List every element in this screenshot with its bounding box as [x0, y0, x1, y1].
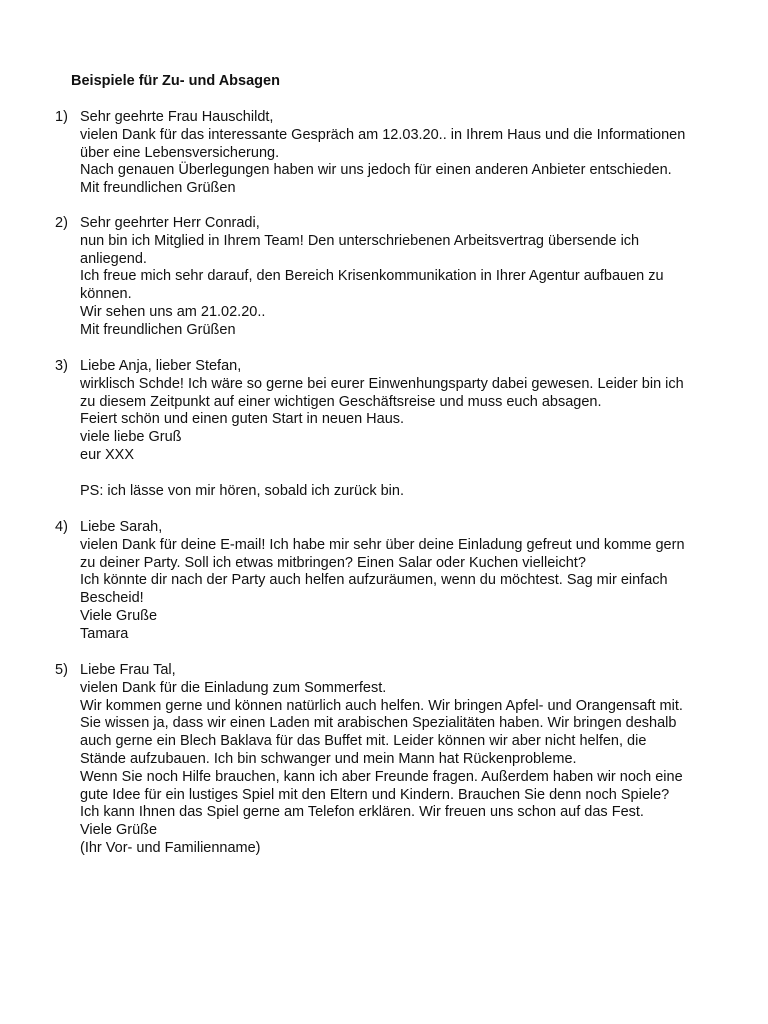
spacer [80, 465, 740, 483]
text-line: Nach genauen Überlegungen haben wir uns jedoch für einen anderen Anbieter entschieden. [80, 162, 672, 179]
text-line: eur XXX [80, 446, 134, 463]
text-line: vielen Dank für das interessante Gespräch am 12.03.20.. in Ihrem Haus und die Informationen [80, 126, 686, 143]
text-line: Tamara [80, 625, 129, 642]
text-line: Liebe Anja, lieber Stefan, [80, 358, 242, 374]
text-line: nun bin ich Mitglied in Ihrem Team! Den unterschriebenen Arbeitsvertrag übersende ich [80, 232, 640, 249]
text-line: zu deiner Party. Soll ich etwas mitbringen? Einen Salar oder Kuchen vielleicht? [80, 554, 586, 571]
text-line: Liebe Sarah, [80, 519, 163, 535]
text-line: wirklisch Schde! Ich wäre so gerne bei eurer Einwenhungsparty dabei gewesen. Leider bin ich [80, 375, 684, 392]
text-line: Wir sehen uns am 21.02.20.. [80, 303, 266, 320]
text-line: Sehr geehrte Frau Hauschildt, [80, 109, 274, 125]
text-line: Mit freundlichen Grüßen [80, 180, 236, 197]
text-line: Viele Gruße [80, 607, 158, 624]
text-line: Sehr geehrter Herr Conradi, [80, 215, 260, 231]
text-line: vielen Dank für deine E-mail! Ich habe mir sehr über deine Einladung gefreut und komme gern [80, 536, 685, 553]
item-text [80, 662, 740, 858]
text-line: Viele Grüße [80, 822, 158, 839]
text-line: (Ihr Vor- und Familienname) [80, 839, 261, 856]
text-line: können. [80, 286, 132, 303]
text-line: Ich kann Ihnen das Spiel gerne am Telefon erklären. Wir freuen uns schon auf das Fest. [80, 804, 644, 821]
text-line: Stände aufzubauen. Ich bin schwanger und mein Mann hat Rückenprobleme. [80, 750, 577, 767]
text-line: Wenn Sie noch Hilfe brauchen, kann ich aber Freunde fragen. Außerdem haben wir noch eine [80, 768, 683, 785]
text-line: zu diesem Zeitpunkt auf einer wichtigen Geschäftsreise und muss euch absagen. [80, 393, 602, 410]
text-line: Ich könnte dir nach der Party auch helfen aufzuräumen, wenn du möchtest. Sag mir einfach [80, 572, 668, 589]
postscript-line: PS: ich lässe von mir hören, sobald ich zurück bin. [80, 482, 404, 499]
item-number: 1) [55, 109, 68, 125]
text-line: auch gerne ein Blech Baklava für das Buffet mit. Leider können wir aber nicht helfen, die [80, 733, 647, 750]
text-line: vielen Dank für die Einladung zum Sommerfest. [80, 679, 387, 696]
text-line: viele liebe Gruß [80, 429, 182, 446]
text-line: Liebe Frau Tal, [80, 662, 176, 678]
item-text [80, 519, 740, 644]
text-line: über eine Lebensversicherung. [80, 144, 280, 161]
text-line: anliegend. [80, 250, 147, 267]
text-line: Mit freundlichen Grüßen [80, 321, 236, 338]
text-line: Wir kommen gerne und können natürlich auch helfen. Wir bringen Apfel- und Orangensaft mit. [80, 697, 683, 714]
item-number: 2) [55, 215, 68, 231]
item-number: 4) [55, 519, 68, 535]
text-line: Ich freue mich sehr darauf, den Bereich Krisenkommunikation in Ihrer Agentur aufbauen zu [80, 268, 664, 285]
text-line: gute Idee für ein lustiges Spiel mit den Eltern und Kindern. Brauchen Sie denn noch Spiele? [80, 786, 670, 803]
item-text [80, 215, 740, 340]
text-line: Feiert schön und einen guten Start in neuen Haus. [80, 411, 405, 428]
item-number: 5) [55, 662, 68, 678]
item-text [80, 358, 740, 500]
item-number: 3) [55, 358, 68, 374]
text-line: Sie wissen ja, dass wir einen Laden mit arabischen Spezialitäten haben. Wir bringen deshalb [80, 715, 677, 732]
document-title: Beispiele für Zu- und Absagen [71, 73, 280, 89]
text-line: Bescheid! [80, 590, 144, 607]
item-text [80, 109, 740, 198]
